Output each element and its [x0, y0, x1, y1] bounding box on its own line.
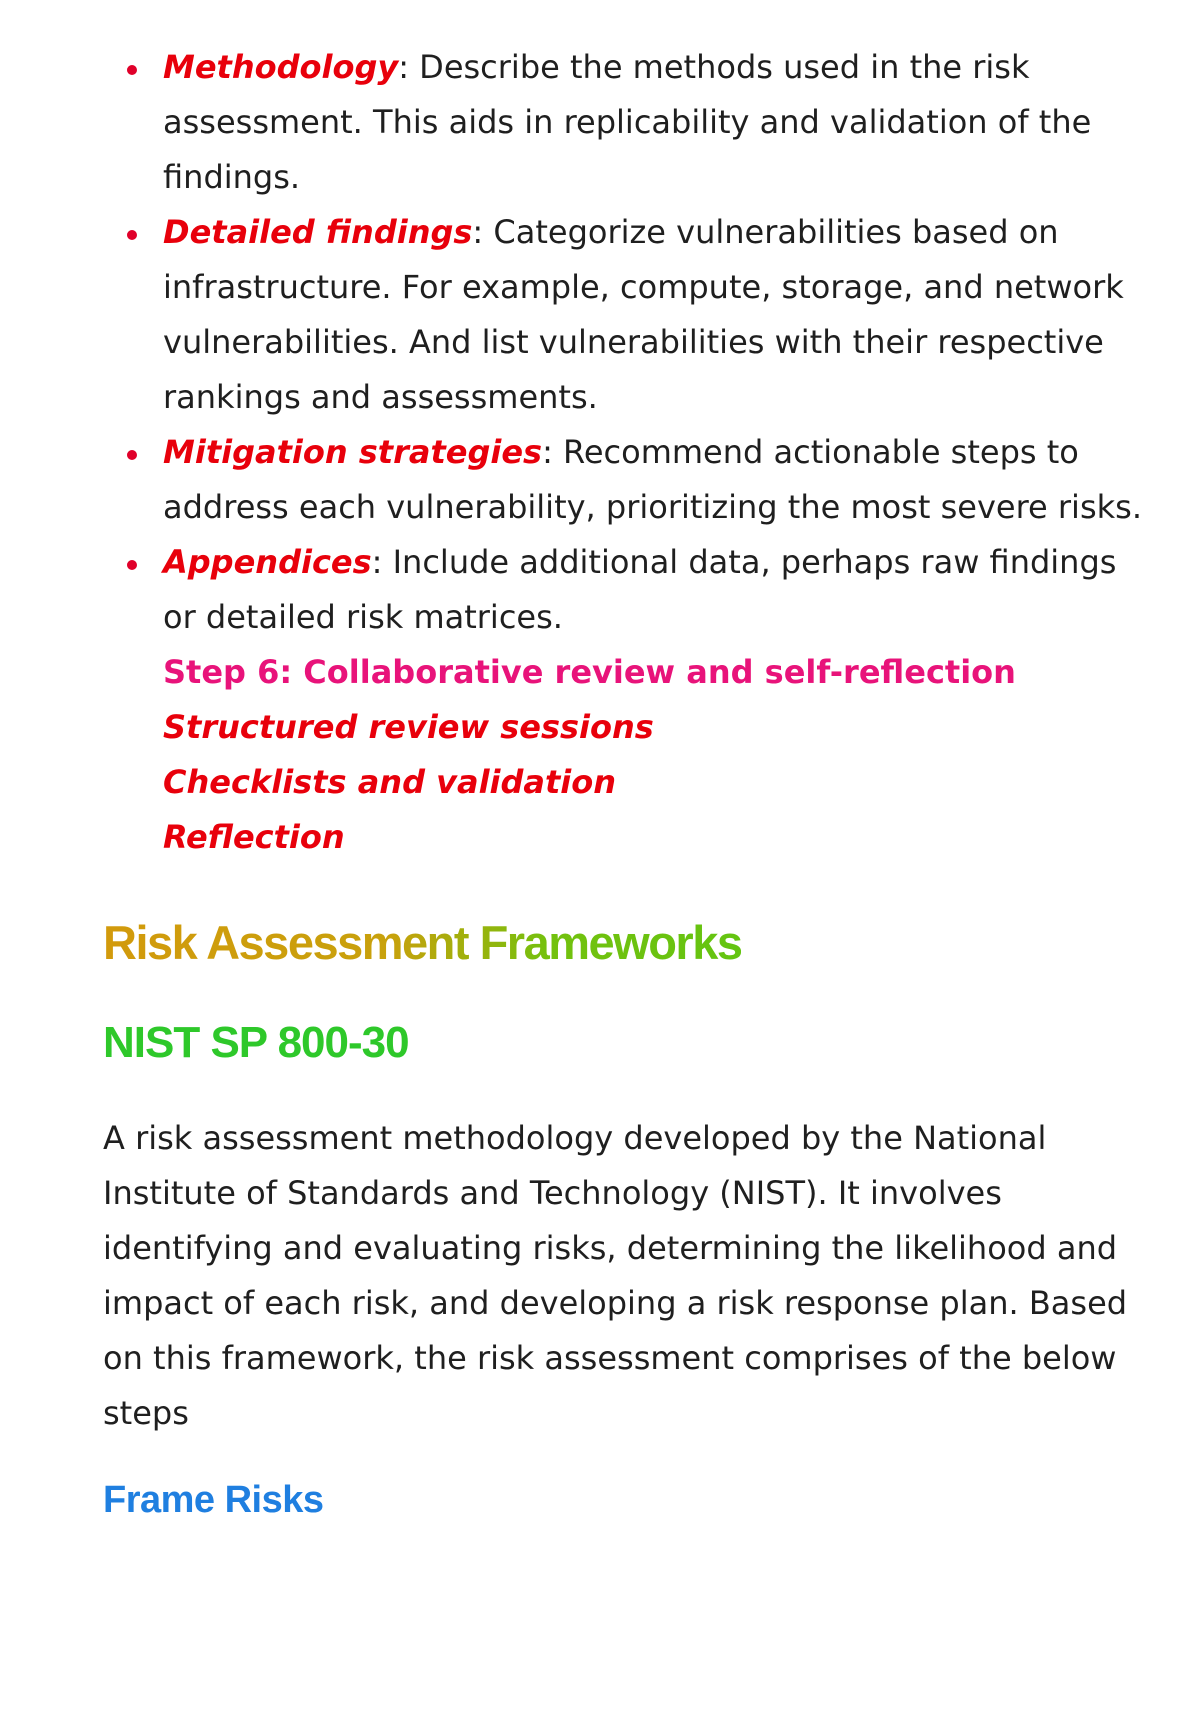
list-item-term: Appendices [163, 543, 372, 581]
bullet-icon [127, 560, 137, 570]
list-item [163, 535, 1143, 645]
subsection-heading: NIST SP 800-30 [103, 1018, 409, 1067]
article-content [103, 40, 1143, 1525]
list-item-text: : Describe the methods used in the risk assessment. This aids in replicability and validation of the findings. [163, 48, 1092, 196]
list-item [163, 205, 1143, 425]
list-item-term: Mitigation strategies [163, 433, 543, 471]
report-sections-list [103, 40, 1143, 645]
step-title: Step 6: Collaborative review and self-reflection [163, 653, 1016, 691]
list-item-term: Methodology [163, 48, 399, 86]
list-item [163, 40, 1143, 205]
step-block [103, 645, 1143, 865]
bullet-icon [127, 450, 137, 460]
body-paragraph: A risk assessment methodology developed by the National Institute of Standards and Technology (NIST). It involves identifying and evaluating risks, determining the likelihood and impact of each risk, and developing a risk response plan. Based on this framework, the risk assessment comprises of the below steps [103, 1119, 1128, 1432]
bullet-icon [127, 230, 137, 240]
next-heading: Frame Risks [103, 1479, 324, 1521]
list-item-text: : Include additional data, perhaps raw findings or detailed risk matrices. [163, 543, 1117, 636]
bullet-icon [127, 65, 137, 75]
section-heading: Risk Assessment Frameworks [103, 913, 741, 973]
step-subitem-review-sessions: Structured review sessions [163, 708, 654, 746]
list-item-text: : Recommend actionable steps to address each vulnerability, prioritizing the most severe risks. [163, 433, 1142, 526]
list-item [163, 425, 1143, 535]
list-item-text: : Categorize vulnerabilities based on infrastructure. For example, compute, storage, and network vulnerabilities. And list vulnerabilities with their respective rankings and assessments. [163, 213, 1124, 416]
list-item-term: Detailed findings [163, 213, 473, 251]
step-subitem-reflection: Reflection [163, 818, 345, 856]
step-subitem-checklists: Checklists and validation [163, 763, 617, 801]
